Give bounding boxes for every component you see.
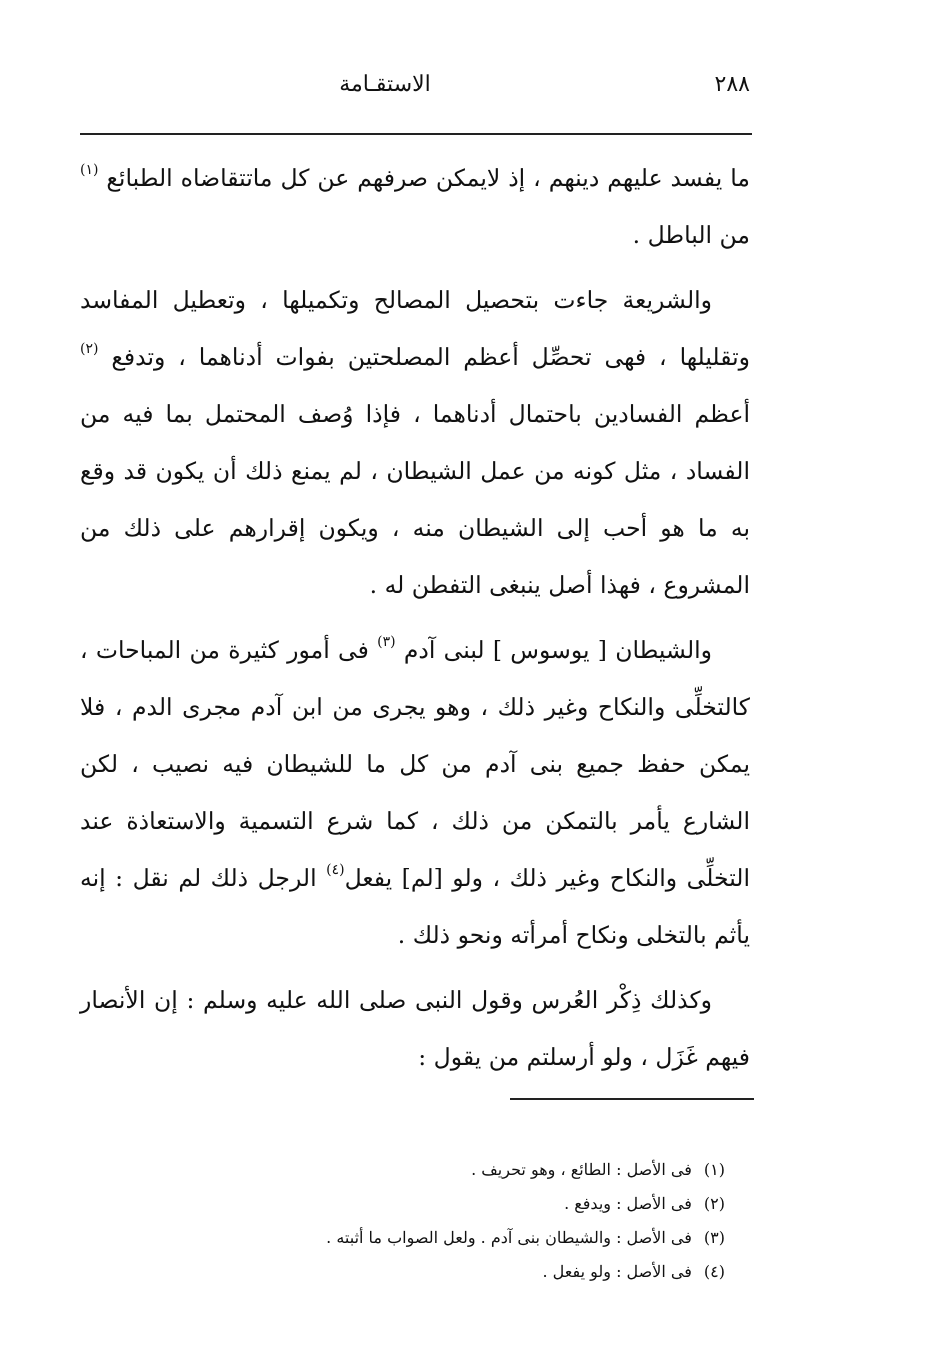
running-title: الاستقـامة [339,72,431,97]
text-segment: أعظم الفسادين باحتمال أدناهما ، فإذا وُصف المحتمل بما فيه من الفساد ، مثل كونه من عمل الشيطان ، لم يمنع ذلك أن يكون قد وقع به ما هو أحب إلى الشيطان منه ، ويكون إقرارهم على ذلك من المشروع ، فهذا أصل ينبغى التفطن له . [80,400,750,599]
page-header [80,72,750,108]
footnote-number: (٢) [703,1194,725,1213]
paragraph [80,272,750,614]
text-segment: ما يفسد عليهم دينهم ، إذ لايمكن صرفهم عن كل ماتتقاضاه الطبائع [98,164,750,192]
text-segment: والشريعة جاءت بتحصيل المصالح وتكميلها ، وتعطيل المفاسد وتقليلها ، فهى تحصِّل أعظم المصلحتين بفوات أدناهما ، وتدفع [80,286,750,371]
footnote-number: (١) [703,1160,725,1179]
footnote-text: فى الأصل : الطائع ، وهو تحريف . [471,1160,692,1179]
footnote-divider [510,1098,754,1100]
text-segment: الرجل ذلك لم نقل : إنه يأثم بالتخلى ونكاح أمرأته ونحو ذلك . [80,864,750,949]
text-segment: وكذلك ذِكْر العُرس وقول النبى صلى الله عليه وسلم : إن الأنصار فيهم غَزَل ، ولو أرسلتم من يقول : [80,986,750,1071]
footnote-text: فى الأصل : والشيطان بنى آدم . ولعل الصواب ما أثبته . [326,1228,692,1247]
footnote-marker: (١) [80,162,99,178]
text-segment: والشيطان [ يوسوس ] لبنى آدم [395,636,712,664]
footnote-marker: (٤) [326,862,345,878]
text-segment: فى أمور كثيرة من المباحات ، كالتخلِّى والنكاح وغير ذلك ، وهو يجرى من ابن آدم مجرى الدم ، فلا يمكن حفظ جميع بنى آدم من كل ما للشيطان فيه نصيب ، لكن الشارع يأمر بالتمكن من ذلك ، كما شرع التسمية والاستعاذة عند التخلِّى والنكاح وغير ذلك ، ولو [لم] يفعل [80,636,750,892]
footnote-number: (٣) [703,1228,725,1247]
footnote-text: فى الأصل : ولو يفعل . [542,1262,692,1281]
main-text [80,150,750,1094]
paragraph [80,972,750,1086]
text-segment: من الباطل . [632,221,750,249]
paragraph [80,622,750,964]
footnote-text: فى الأصل : ويدفع . [564,1194,692,1213]
footnote-item [250,1187,725,1221]
footnote-item [250,1255,725,1289]
footnotes [250,1153,725,1289]
footnote-marker: (٣) [377,634,396,650]
page-number: ٢٨٨ [714,72,750,97]
footnote-marker: (٢) [80,341,99,357]
header-divider [80,133,752,135]
footnote-item [250,1153,725,1187]
footnote-item [250,1221,725,1255]
paragraph [80,150,750,264]
footnote-number: (٤) [703,1262,725,1281]
